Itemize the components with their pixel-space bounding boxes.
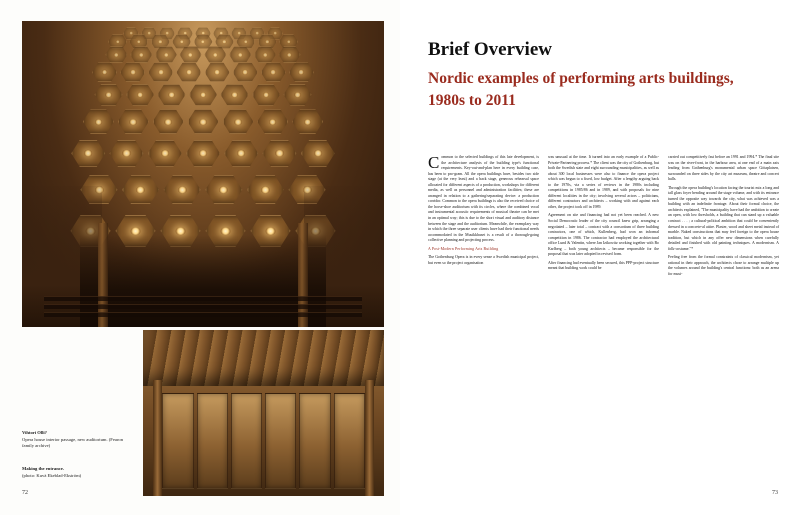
hex-coffer-row: [80, 175, 325, 204]
auditorium-ceiling-photo: [22, 21, 384, 327]
page-number-left: 72: [22, 490, 28, 496]
hex-coffer-cell: [110, 140, 144, 167]
body-paragraph: After financing had eventually been secured, this PPP-project structure meant that building work could be: [548, 260, 659, 271]
caption-text: Opera house interior passage, new auditorium. (Fearon family archive): [22, 436, 124, 449]
hex-coffer-cell: [233, 62, 258, 82]
caption-title: Making the entrance.: [22, 466, 64, 471]
hex-coffer-cell: [301, 140, 335, 167]
hex-coffer-cell: [95, 84, 123, 106]
hex-coffer-cell: [284, 84, 312, 106]
hex-coffer-cell: [120, 62, 145, 82]
ceiling-illustration: [22, 21, 384, 327]
hex-coffer-cell: [263, 140, 297, 167]
hex-coffer-cell: [92, 62, 117, 82]
text-column-1: [428, 155, 539, 487]
hex-coffer-cell: [204, 46, 226, 64]
hex-coffer-cell: [126, 84, 154, 106]
hex-coffer-cell: [189, 84, 217, 106]
hex-coffer-cell: [153, 109, 184, 134]
text-column-3: [668, 155, 779, 487]
photo-caption-1: [22, 430, 126, 450]
hex-coffer-cell: [176, 62, 201, 82]
caption-title: Vihtori Olli?: [22, 430, 47, 435]
hex-coffer-row: [105, 46, 300, 64]
hex-coffer-cell: [261, 62, 286, 82]
hex-coffer-cell: [279, 46, 301, 64]
hex-coffer-cell: [252, 84, 280, 106]
hex-coffer-cell: [257, 109, 288, 134]
caption-text: (photo: Kuvä Ekeblad-Ekström): [22, 472, 82, 478]
foyer-door: [265, 393, 296, 489]
foyer-door: [162, 393, 193, 489]
hex-coffer-cell: [164, 175, 201, 204]
foyer-column-left: [153, 380, 162, 496]
body-text: ommon to the selected buildings of this late development, is the architecture analysis of the building type's functional requirements. Key-out-and-plan here in every building case, has been to pro-gram. All the opera buildings have, besides two side stage (at the very least) and a back stage, generous rehearsal space allocated for different aspects of a production, workshops for different media, as well as personnel and administration facilities; these are arranged in relation to a gathering/separating device: a production corridor. Common to the opera buildings is also the received choice of the horse-shoe auditorium with its circles, where the combined vocal and instrumental acoustic requirements of musical theatre can be met in an optimal way; this is due to the short visual and auditory distance between the stage and the auditorium. Meanwhile, the exemplary way in which the three separate user clients have had their functional needs accommodated in the Musikkhuset is a result of a thorough-going collective planning and projecting process.: [428, 155, 539, 243]
hex-coffer-row: [83, 109, 323, 134]
foyer-column-right: [365, 380, 374, 496]
hex-coffer-cell: [229, 46, 251, 64]
body-paragraph: [428, 155, 539, 244]
hex-coffer-cell: [130, 46, 152, 64]
foyer-illustration: [143, 330, 384, 496]
foyer-door: [231, 393, 262, 489]
hex-coffer-cell: [122, 175, 159, 204]
hex-coffer-row: [95, 84, 312, 106]
hex-coffer-cell: [188, 109, 219, 134]
hex-coffer-cell: [71, 140, 105, 167]
body-paragraph: was unusual at the time. It turned into an early example of a Public-Private-Partnering process.* The client was the city of Gothenburg, but both the Swedish state and eight surrounding municipalities, as well as about 300 local businesses were also to finance the opera project which was begun to a fixed, low budget. After a lengthy arguing back to the 1970s, via a series of reviews in the 1980s including competitions in 1985/86 and in 1989, and with proposals for nine different localities in the city; involving several actors – politicians, different contractors and architects – working with and against each other, the project took off in 1989.: [548, 155, 659, 209]
hex-coffer-cell: [186, 140, 220, 167]
hex-coffer-row: [92, 62, 314, 82]
hex-coffer-row: [71, 140, 335, 167]
hex-coffer-cell: [224, 140, 258, 167]
body-paragraph: Feeling free from the formal constraints of classical modernism, yet rational in their approach, the architects chose to arrange multiple up the volumes around the building's central functions: both as an arena for musi-: [668, 255, 779, 276]
right-page: [400, 0, 800, 515]
hex-coffer-cell: [83, 109, 114, 134]
drop-cap: C: [428, 153, 440, 172]
hex-coffer-cell: [148, 140, 182, 167]
page-subtitle: Nordic examples of performing arts buildings, 1980s to 2011: [428, 69, 734, 110]
foyer-door-row: [162, 393, 364, 489]
body-paragraph: Through the opera building's location facing the tourist mix a long and tall glass foyer bending around the stage volume, and with its entrance turned the opposite way towards the city, what was achieved was a building with an indefinite frontage. About their formal choice, the architects explained, "The municipality have had the ambition to create an open, with low thresholds, a building that can stand up a valuable contract . . . ; a cultural-political ambition that could be conveniently dressed in a concrete-al attire. Plaster, wood and sheet metal instead of marble. Naked constructions that may feel foreign to the opera house tradition, but which in any offer new dimensions when carefully detailed and finished with old painting techniques. A modernism. A folk-costume."*: [668, 185, 779, 251]
page-number-right: 73: [772, 490, 778, 496]
hex-coffer-cell: [105, 46, 127, 64]
photo-caption-2: [22, 466, 126, 479]
hex-coffer-cell: [158, 84, 186, 106]
hex-coffer-cell: [254, 46, 276, 64]
text-column-2: [548, 155, 659, 487]
hex-coffer-cell: [221, 84, 249, 106]
hex-coffer-cell: [222, 109, 253, 134]
hex-coffer-cell: [155, 46, 177, 64]
foyer-door: [299, 393, 330, 489]
body-text-columns: [428, 155, 780, 487]
body-paragraph: Agreement on site and financing had not yet been reached. A new Social Democratic leader of the city council knew grip, arranging a negotiated – later total – contract with a consortium of three building contractors, one of which, Kullenberg, had won an informal competition in 1986. The contractor had employed the architectural office Lund & Valentin, where Jan Izikowitz working together with Bo Karlberg – both young architects – became responsible for the proposal that was later adopted in revised form.: [548, 213, 659, 257]
foyer-door: [334, 393, 365, 489]
auditorium-seat-row: [44, 304, 363, 309]
body-paragraph: carried out competitively fast before an 1991 and 1994.* The final site was on the river-front, in the harbour area, at one end of a main axis leading from Gothenburg's monumental urban space Götaplatsen, surrounded on three sides by the city art museum, theatre and concert halls.: [668, 155, 779, 182]
page-title: Brief Overview: [428, 38, 552, 60]
hex-coffer-cell: [289, 62, 314, 82]
hex-coffer-cell: [292, 109, 323, 134]
hex-coffer-cell: [205, 175, 242, 204]
foyer-doors-photo: [143, 330, 384, 496]
foyer-ceiling: [143, 330, 384, 386]
section-subheading: A Post-Modern Performing Arts Building: [428, 246, 499, 251]
hex-coffer-cell: [247, 175, 284, 204]
auditorium-seat-row: [44, 312, 363, 317]
auditorium-seat-row: [44, 296, 363, 301]
body-paragraph: The Gothenburg Opera is in every sense a Swedish municipal project, but even so the project organisation: [428, 255, 539, 265]
hex-coffer-cell: [118, 109, 149, 134]
hex-coffer-cell: [205, 62, 230, 82]
hex-coffer-cell: [148, 62, 173, 82]
hex-coffer-cell: [180, 46, 202, 64]
foyer-door: [197, 393, 228, 489]
